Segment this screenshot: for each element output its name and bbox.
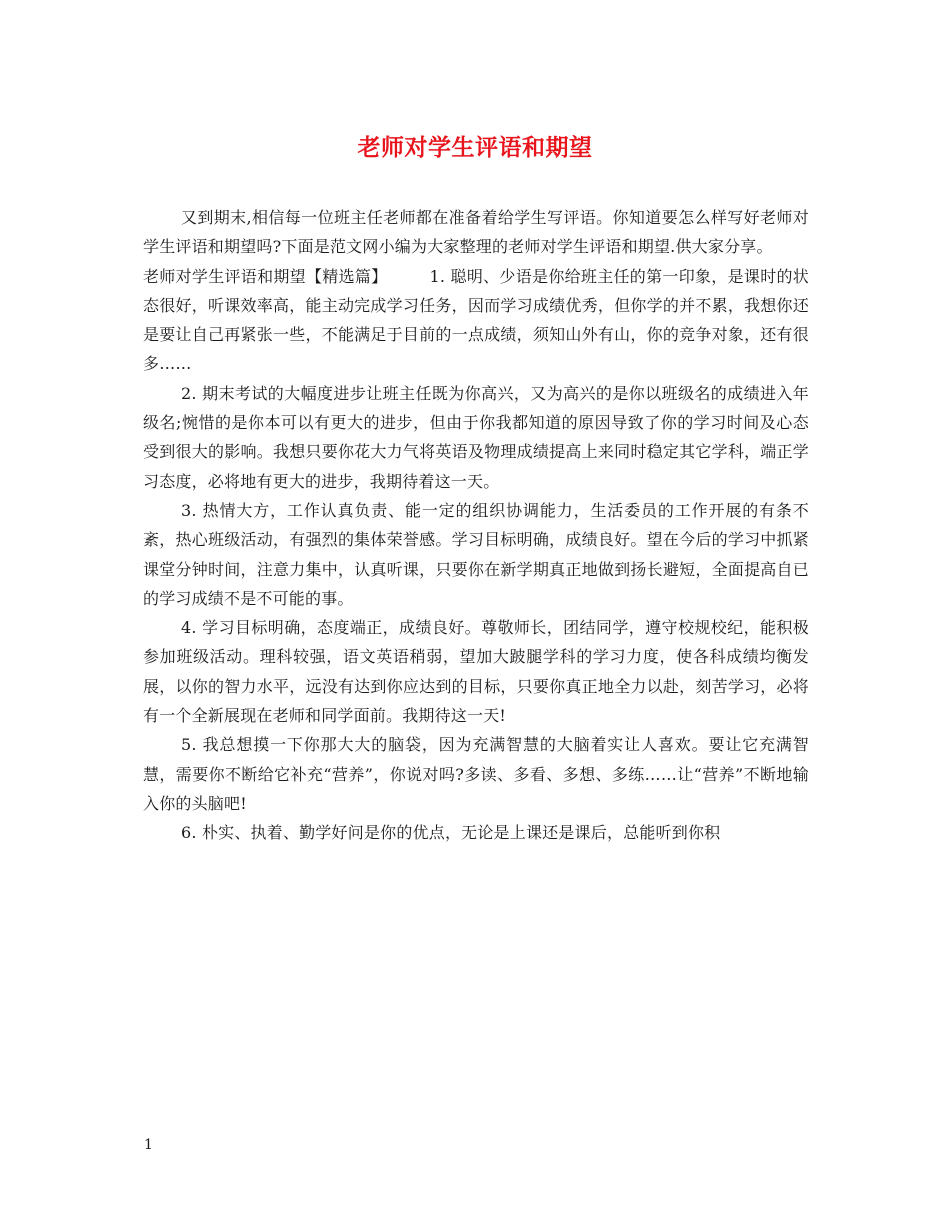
item-4: 4. 学习目标明确，态度端正，成绩良好。尊敬师长，团结同学，遵守校规校纪，能积极参加班级活动。理科较强，语文英语稍弱，望加大跛腿学科的学习力度，使各科成绩均衡发展，以你的智力水平，远没有达到你应达到的目标，只要你真正地全力以赴，刻苦学习，必将有一个全新展现在老师和同学面前。我期待这一天!: [143, 618, 809, 726]
intro-paragraph: 又到期末,相信每一位班主任老师都在准备着给学生写评语。你知道要怎么样写好老师对学生评语和期望吗?下面是范文网小编为大家整理的老师对学生评语和期望.供大家分享。: [143, 208, 809, 257]
item-1: 1. 聪明、少语是你给班主任的第一印象，是课时的状态很好，听课效率高，能主动完成学习任务，因而学习成绩优秀，但你学的并不累，我想你还是要让自己再紧张一些，不能满足于目前的一点成绩，须知山外有山，你的竞争对象，还有很多……: [143, 266, 809, 374]
section-paragraph: [143, 262, 809, 379]
item-6: 6. 朴实、执着、勤学好问是你的优点，无论是上课还是课后，总能听到你积: [181, 823, 721, 843]
document-title: 老师对学生评语和期望: [357, 134, 593, 161]
item-5: 5. 我总想摸一下你那大大的脑袋，因为充满智慧的大脑着实让人喜欢。要让它充满智慧，需要你不断给它补充“营养”，你说对吗?多读、多看、多想、多练……让“营养”不断地输入你的头脑吧!: [143, 735, 809, 813]
item-3: 3. 热情大方，工作认真负责、能一定的组织协调能力，生活委员的工作开展的有条不紊，热心班级活动，有强烈的集体荣誉感。学习目标明确，成绩良好。望在今后的学习中抓紧课堂分钟时间，注意力集中，认真听课，只要你在新学期真正地做到扬长避短，全面提高自已的学习成绩不是不可能的事。: [143, 500, 809, 608]
document-body: [143, 203, 809, 848]
section-heading: 老师对学生评语和期望【精选篇】: [143, 266, 388, 286]
item-2: 2. 期末考试的大幅度进步让班主任既为你高兴，又为高兴的是你以班级名的成绩进入年级名;惋惜的是你本可以有更大的进步，但由于你我都知道的原因导致了你的学习时间及心态受到很大的影响。我想只要你花大力气将英语及物理成绩提高上来同时稳定其它学科，端正学习态度，必将地有更大的进步，我期待着这一天。: [143, 383, 809, 491]
page-number: 1: [144, 1137, 153, 1153]
